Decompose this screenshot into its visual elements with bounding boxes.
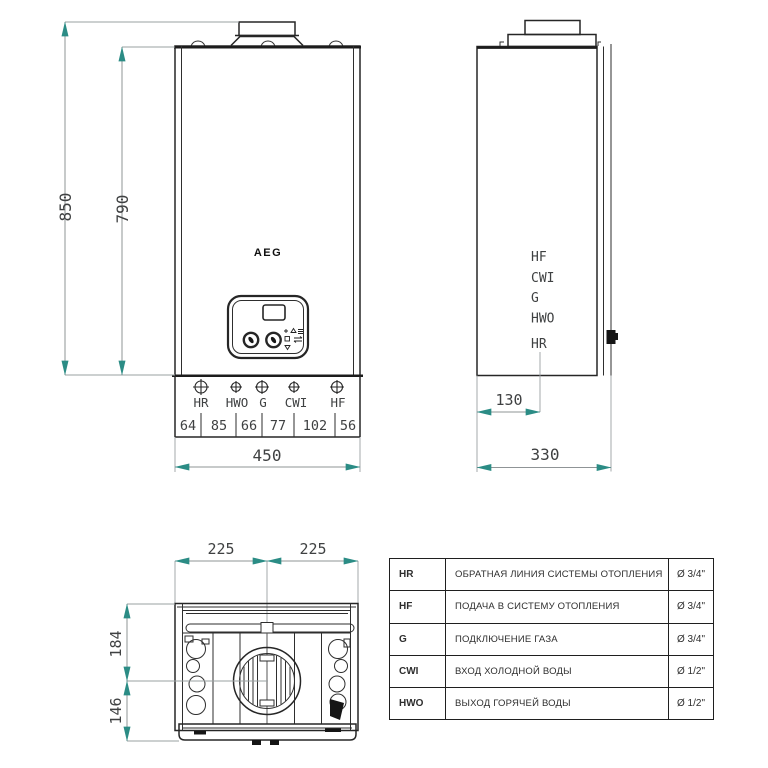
dim-top-halves [175, 540, 358, 633]
connection-description: ВХОД ХОЛОДНОЙ ВОДЫ [446, 655, 669, 687]
svg-text:450: 450 [252, 446, 282, 465]
front-view [56, 22, 363, 472]
port-symbol-hwo [230, 381, 242, 393]
brand-logo: AEG [253, 247, 283, 259]
bottom-tray [179, 724, 356, 745]
connection-size: Ø 3/4" [669, 623, 714, 655]
bars-icon [298, 330, 303, 334]
port-label: CWI [284, 395, 308, 410]
port-label: G [259, 395, 267, 410]
knob-left [244, 333, 258, 347]
svg-text:146: 146 [107, 697, 125, 725]
connection-strip [172, 376, 363, 437]
arrows-icon [294, 337, 302, 343]
triangle-down-icon [285, 346, 290, 350]
connection-description: ПОДАЧА В СИСТЕМУ ОТОПЛЕНИЯ [446, 591, 669, 623]
spacing-value: 64 [179, 418, 197, 434]
connection-size: Ø 3/4" [669, 591, 714, 623]
spacing-value: 77 [269, 418, 287, 434]
top-view [107, 540, 358, 745]
connection-legend-table [389, 558, 714, 720]
spacing-value: 56 [339, 418, 357, 434]
table-row [390, 591, 714, 623]
connection-code: HF [390, 591, 446, 623]
spacing-value: 85 [210, 418, 228, 434]
connection-size: Ø 1/2" [669, 655, 714, 687]
connection-code: HR [390, 559, 446, 591]
svg-text:790: 790 [113, 194, 132, 224]
connection-description: ВЫХОД ГОРЯЧЕЙ ВОДЫ [446, 688, 669, 720]
port-label: HF [330, 395, 346, 410]
port-label: HR [193, 395, 209, 410]
connection-code: G [390, 623, 446, 655]
side-label: HF [531, 250, 547, 265]
knob-right [266, 333, 280, 347]
svg-text:850: 850 [56, 192, 75, 222]
top-panel [177, 607, 356, 633]
side-view [477, 21, 618, 473]
right-piping [329, 639, 351, 720]
panel-icons [284, 329, 303, 350]
port-symbol-hr [193, 379, 209, 395]
flame-icon [291, 329, 296, 333]
connection-size: Ø 3/4" [669, 559, 714, 591]
connection-description: ОБРАТНАЯ ЛИНИЯ СИСТЕМЫ ОТОПЛЕНИЯ [446, 559, 669, 591]
svg-text:184: 184 [107, 630, 125, 658]
plus-icon [284, 329, 288, 333]
svg-text:130: 130 [495, 391, 523, 409]
control-panel [228, 296, 308, 358]
svg-text:330: 330 [530, 445, 560, 464]
side-label: G [531, 291, 539, 306]
port-symbol-g [255, 380, 269, 394]
dim-side-depth [477, 376, 611, 472]
connection-code: HWO [390, 688, 446, 720]
port-symbol-cwi [288, 381, 300, 393]
dim-front-heights [56, 22, 239, 375]
side-flue [500, 21, 601, 47]
left-piping [185, 636, 209, 715]
connection-code: CWI [390, 655, 446, 687]
side-label: HR [531, 337, 547, 352]
table-row [390, 623, 714, 655]
mode-icon [285, 337, 290, 342]
port-symbol-hf [330, 380, 344, 394]
connection-size: Ø 1/2" [669, 688, 714, 720]
table-row [390, 655, 714, 687]
svg-text:225: 225 [207, 540, 235, 558]
display [263, 305, 285, 320]
front-body [175, 46, 360, 376]
dim-front-width [175, 437, 360, 472]
inner-partitions [213, 633, 322, 724]
port-label: HWO [225, 395, 249, 410]
connection-description: ПОДКЛЮЧЕНИЕ ГАЗА [446, 623, 669, 655]
spacing-value: 102 [302, 418, 328, 434]
spacing-value: 66 [240, 418, 258, 434]
front-flue [231, 22, 303, 46]
table-row [390, 559, 714, 591]
side-label: HWO [531, 311, 555, 327]
side-label: CWI [531, 271, 555, 286]
table-row [390, 688, 714, 720]
svg-text:225: 225 [299, 540, 327, 558]
